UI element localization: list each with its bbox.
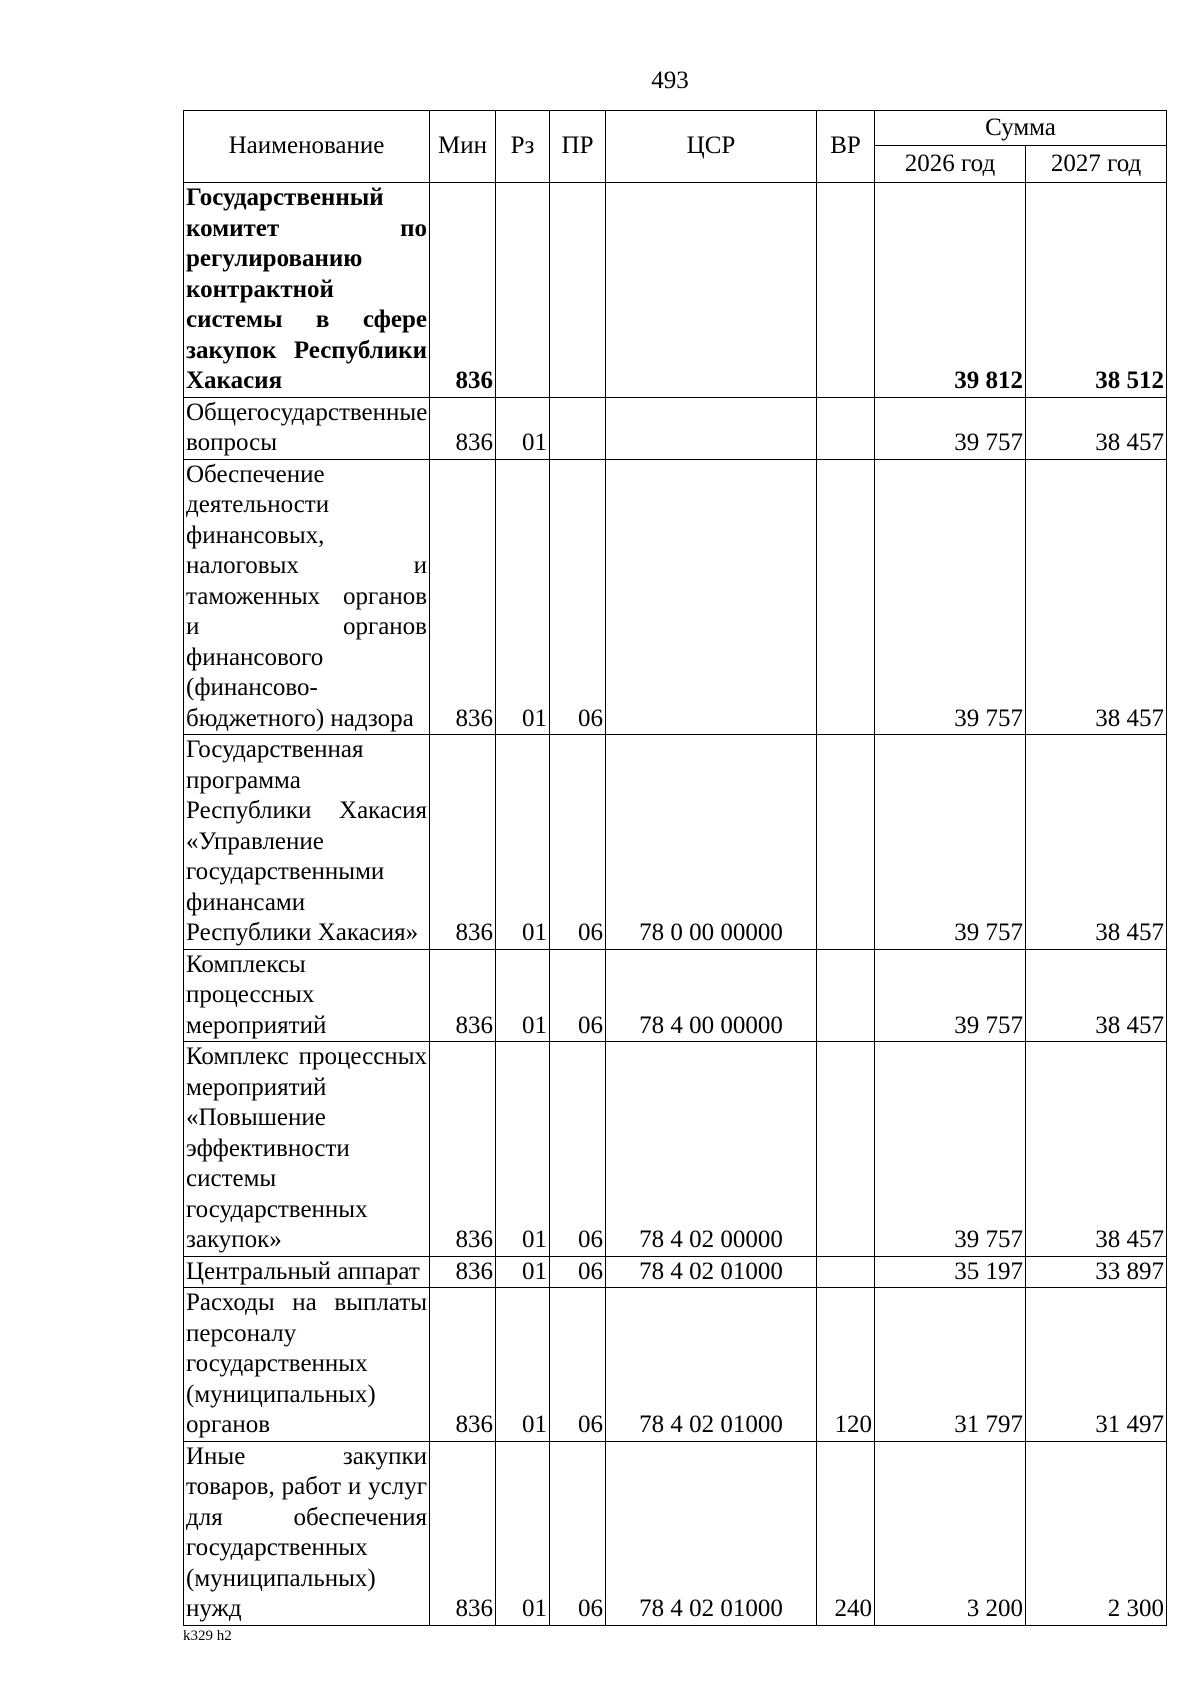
cell-sum-2027: 38 512 <box>1026 183 1167 398</box>
table-row <box>184 1256 1167 1288</box>
cell-sum-2026: 39 757 <box>875 1042 1026 1257</box>
cell-name: Иные закупки товаров, работ и услуг для обеспечения государственных (муниципальных) нужд <box>184 1441 430 1625</box>
cell-rz: 01 <box>496 397 550 459</box>
table-body <box>184 183 1167 1626</box>
cell-pr: 06 <box>550 1441 606 1625</box>
table-row <box>184 397 1167 459</box>
cell-name: Комплекс процессных мероприятий «Повышение эффективности системы государственных закупок» <box>184 1042 430 1257</box>
cell-csr: 78 4 02 01000 <box>606 1441 817 1625</box>
cell-vr: 240 <box>817 1441 875 1625</box>
cell-rz: 01 <box>496 1042 550 1257</box>
cell-min: 836 <box>430 735 496 950</box>
cell-rz: 01 <box>496 459 550 735</box>
cell-csr: 78 4 00 00000 <box>606 949 817 1042</box>
cell-sum-2027: 38 457 <box>1026 1042 1167 1257</box>
cell-pr: 06 <box>550 1256 606 1288</box>
cell-vr <box>817 1042 875 1257</box>
cell-csr: 78 4 02 00000 <box>606 1042 817 1257</box>
cell-sum-2027: 38 457 <box>1026 397 1167 459</box>
cell-vr <box>817 949 875 1042</box>
cell-sum-2027: 38 457 <box>1026 949 1167 1042</box>
header-year-2027: 2027 год <box>1026 146 1167 183</box>
cell-pr: 06 <box>550 1288 606 1442</box>
header-min: Мин <box>430 111 496 183</box>
cell-pr <box>550 397 606 459</box>
cell-vr: 120 <box>817 1288 875 1442</box>
cell-name: Расходы на выплаты персоналу государственных (муниципальных) органов <box>184 1288 430 1442</box>
cell-sum-2027: 38 457 <box>1026 459 1167 735</box>
cell-vr <box>817 1256 875 1288</box>
cell-sum-2026: 39 757 <box>875 459 1026 735</box>
cell-csr <box>606 459 817 735</box>
budget-table <box>183 110 1167 1626</box>
cell-min: 836 <box>430 397 496 459</box>
cell-vr <box>817 183 875 398</box>
table-row <box>184 1441 1167 1625</box>
table-row <box>184 1042 1167 1257</box>
cell-csr <box>606 183 817 398</box>
cell-min: 836 <box>430 1441 496 1625</box>
cell-sum-2027: 38 457 <box>1026 735 1167 950</box>
cell-csr: 78 4 02 01000 <box>606 1256 817 1288</box>
table-row <box>184 459 1167 735</box>
cell-sum-2026: 39 812 <box>875 183 1026 398</box>
cell-min: 836 <box>430 1288 496 1442</box>
cell-pr: 06 <box>550 735 606 950</box>
header-csr: ЦСР <box>606 111 817 183</box>
footer-code: k329 h2 <box>183 1628 232 1644</box>
cell-min: 836 <box>430 459 496 735</box>
table-row <box>184 183 1167 398</box>
header-pr: ПР <box>550 111 606 183</box>
cell-name: Общегосударственные вопросы <box>184 397 430 459</box>
header-vr: ВР <box>817 111 875 183</box>
cell-name: Обеспечение деятельности финансовых, налоговых и таможенных органов и органов финансового (финансово-бюджетного) надзора <box>184 459 430 735</box>
cell-rz: 01 <box>496 949 550 1042</box>
cell-rz: 01 <box>496 1441 550 1625</box>
cell-min: 836 <box>430 1256 496 1288</box>
header-rz: Рз <box>496 111 550 183</box>
cell-rz: 01 <box>496 1256 550 1288</box>
cell-rz <box>496 183 550 398</box>
cell-name: Государственный комитет по регулированию контрактной системы в сфере закупок Республики Хакасия <box>184 183 430 398</box>
cell-vr <box>817 459 875 735</box>
cell-sum-2026: 35 197 <box>875 1256 1026 1288</box>
cell-csr: 78 0 00 00000 <box>606 735 817 950</box>
cell-name: Центральный аппарат <box>184 1256 430 1288</box>
table-row <box>184 949 1167 1042</box>
cell-sum-2026: 31 797 <box>875 1288 1026 1442</box>
cell-sum-2027: 2 300 <box>1026 1441 1167 1625</box>
cell-vr <box>817 397 875 459</box>
header-year-2026: 2026 год <box>875 146 1026 183</box>
cell-name: Государственная программа Республики Хакасия «Управление государственными финансами Республики Хакасия» <box>184 735 430 950</box>
header-name: Наименование <box>184 111 430 183</box>
cell-sum-2027: 31 497 <box>1026 1288 1167 1442</box>
cell-pr: 06 <box>550 459 606 735</box>
table-row <box>184 1288 1167 1442</box>
cell-pr: 06 <box>550 949 606 1042</box>
cell-pr: 06 <box>550 1042 606 1257</box>
header-sum: Сумма <box>875 111 1167 146</box>
cell-csr: 78 4 02 01000 <box>606 1288 817 1442</box>
cell-sum-2027: 33 897 <box>1026 1256 1167 1288</box>
cell-rz: 01 <box>496 1288 550 1442</box>
cell-rz: 01 <box>496 735 550 950</box>
cell-min: 836 <box>430 183 496 398</box>
cell-sum-2026: 39 757 <box>875 397 1026 459</box>
cell-sum-2026: 3 200 <box>875 1441 1026 1625</box>
cell-min: 836 <box>430 1042 496 1257</box>
cell-min: 836 <box>430 949 496 1042</box>
page-number: 493 <box>651 67 689 94</box>
cell-sum-2026: 39 757 <box>875 949 1026 1042</box>
table-row <box>184 735 1167 950</box>
cell-pr <box>550 183 606 398</box>
cell-sum-2026: 39 757 <box>875 735 1026 950</box>
cell-name: Комплексы процессных мероприятий <box>184 949 430 1042</box>
cell-csr <box>606 397 817 459</box>
cell-vr <box>817 735 875 950</box>
